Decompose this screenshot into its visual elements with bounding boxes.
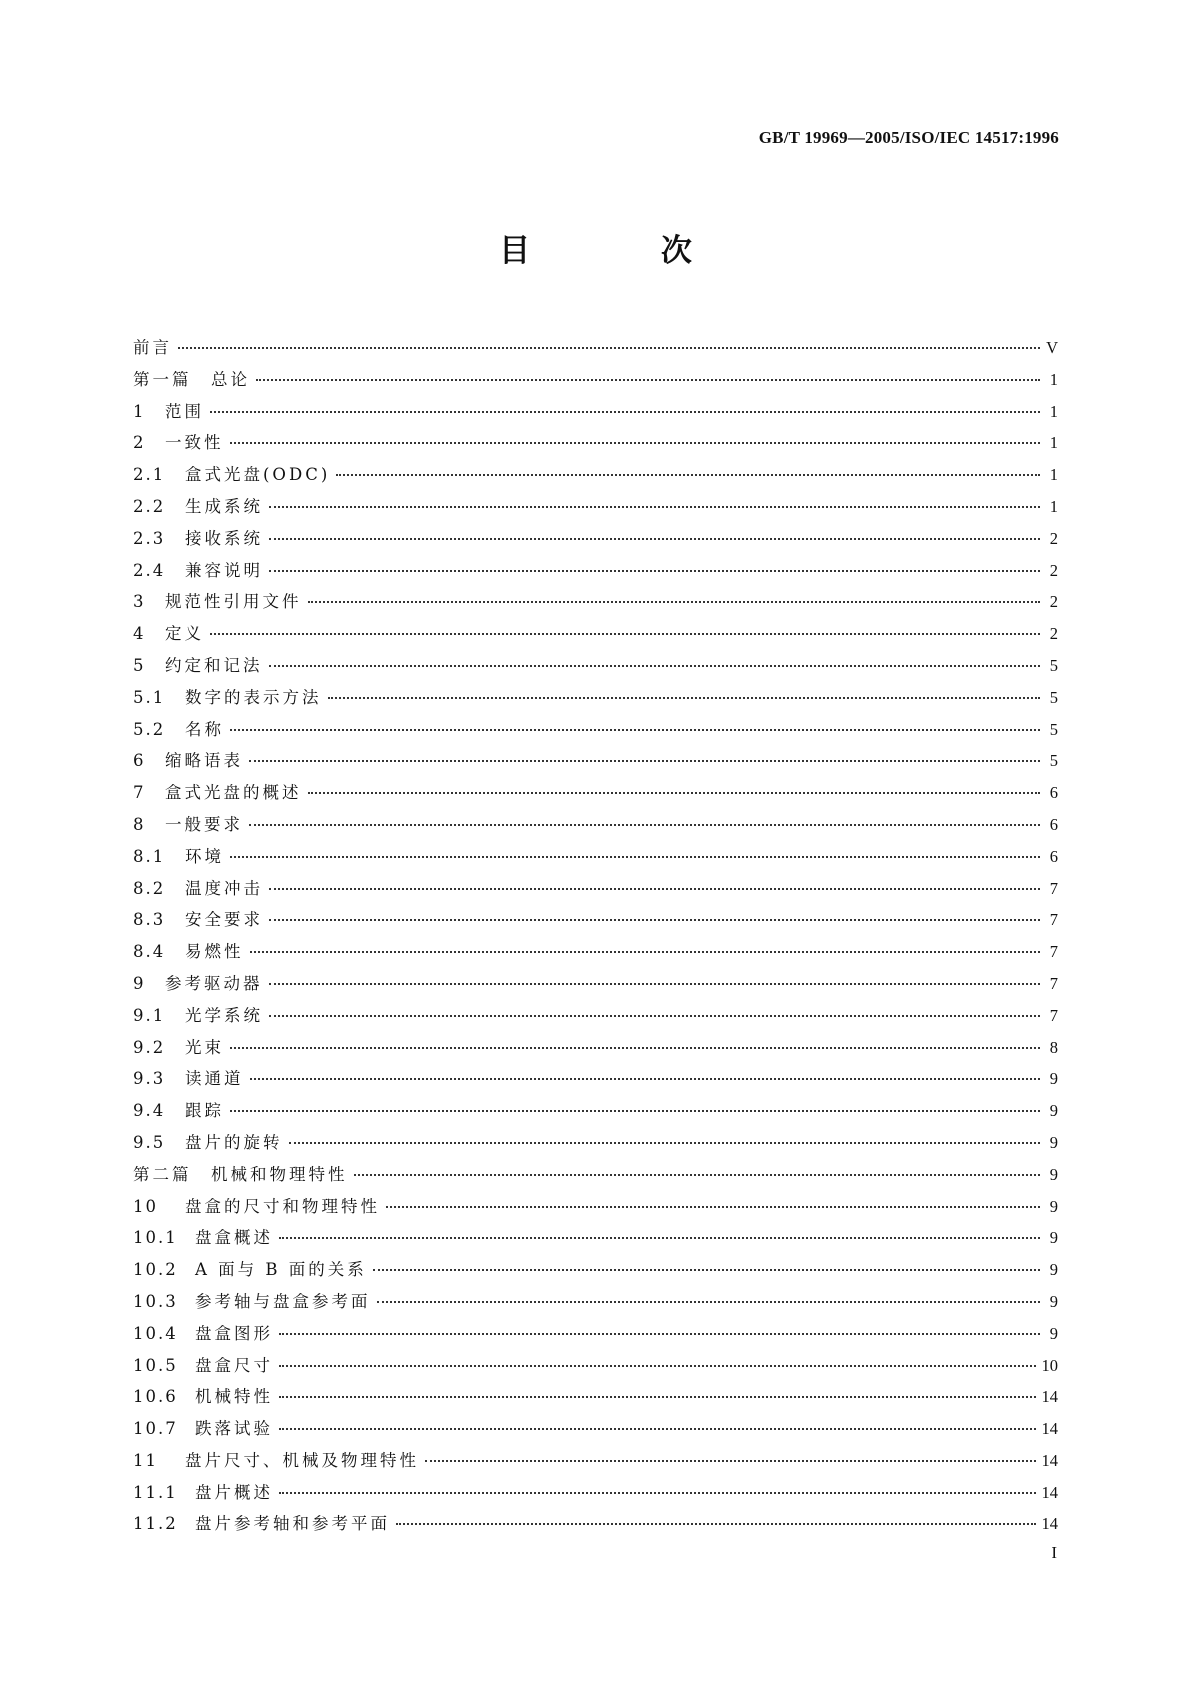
toc-section-number: 9.5 — [133, 1132, 166, 1152]
dot-leader — [425, 1460, 1036, 1462]
toc-section-title: 盒式光盘(ODC) — [185, 465, 331, 485]
dot-leader — [279, 1428, 1036, 1430]
toc-section-title: 参考驱动器 — [165, 973, 263, 993]
toc-entry[interactable] — [133, 1352, 1058, 1384]
toc-entry[interactable] — [133, 1002, 1058, 1034]
dot-leader — [249, 824, 1040, 826]
dot-leader — [230, 856, 1040, 858]
dot-leader — [256, 379, 1040, 381]
dot-leader — [249, 760, 1040, 762]
toc-section-number: 8 — [133, 814, 146, 834]
dot-leader — [279, 1333, 1040, 1335]
dot-leader — [377, 1301, 1041, 1303]
toc-entry[interactable] — [133, 1288, 1058, 1320]
toc-section-title: 光束 — [185, 1037, 224, 1057]
toc-section-number: 11.2 — [133, 1514, 178, 1534]
toc-section-title: 缩略语表 — [165, 751, 243, 771]
toc-page-number: 7 — [1049, 910, 1058, 930]
toc-page-number: 9 — [1049, 1228, 1058, 1248]
toc-entry[interactable] — [133, 557, 1058, 589]
toc-page-number: 1 — [1049, 401, 1058, 421]
toc-page-number: 2 — [1049, 624, 1058, 644]
dot-leader — [336, 474, 1040, 476]
toc-page-number: 7 — [1049, 1005, 1058, 1025]
toc-section-title: 盘片参考轴和参考平面 — [195, 1514, 390, 1534]
toc-entry[interactable] — [133, 1193, 1058, 1225]
dot-leader — [269, 1015, 1040, 1017]
toc-section-number: 5 — [133, 655, 146, 675]
toc-section-title: 盘盒的尺寸和物理特性 — [185, 1196, 380, 1216]
dot-leader — [373, 1269, 1040, 1271]
toc-section-title: A 面与 B 面的关系 — [195, 1260, 367, 1280]
dot-leader — [354, 1174, 1041, 1176]
toc-entry[interactable] — [133, 843, 1058, 875]
toc-entry[interactable] — [133, 684, 1058, 716]
toc-section-number: 8.1 — [133, 846, 166, 866]
toc-section-title: 环境 — [185, 846, 224, 866]
toc-section-number: 2.3 — [133, 528, 166, 548]
toc-section-number: 10.6 — [133, 1387, 178, 1407]
toc-section-number: 8.3 — [133, 910, 166, 930]
toc-section-title: 盘片概述 — [195, 1482, 273, 1502]
dot-leader — [279, 1237, 1040, 1239]
toc-section-number: 10.4 — [133, 1323, 178, 1343]
dot-leader — [178, 347, 1040, 349]
toc-section-number: 6 — [133, 751, 146, 771]
toc-entry[interactable] — [133, 461, 1058, 493]
page-title: 目 次 — [499, 233, 752, 269]
toc-page-number: 1 — [1049, 465, 1058, 485]
toc-entry[interactable] — [133, 938, 1058, 970]
toc-section-number: 10 — [133, 1196, 158, 1216]
toc-section-title: 盘片尺寸、机械及物理特性 — [185, 1450, 419, 1470]
toc-entry[interactable] — [133, 1129, 1058, 1161]
toc-section-title: 兼容说明 — [185, 560, 263, 580]
dot-leader — [269, 888, 1040, 890]
dot-leader — [386, 1206, 1040, 1208]
toc-page-number: 1 — [1049, 433, 1058, 453]
dot-leader — [230, 442, 1041, 444]
dot-leader — [279, 1492, 1036, 1494]
toc-entry[interactable] — [133, 906, 1058, 938]
toc-page-number: 14 — [1041, 1419, 1058, 1439]
toc-entry[interactable] — [133, 716, 1058, 748]
toc-entry[interactable] — [133, 398, 1058, 430]
page-number: I — [1051, 1543, 1057, 1562]
toc-page-number: 9 — [1049, 1101, 1058, 1121]
toc-entry[interactable] — [133, 1256, 1058, 1288]
dot-leader — [269, 506, 1040, 508]
toc-page-number: 2 — [1049, 560, 1058, 580]
toc-entry[interactable] — [133, 970, 1058, 1002]
toc-section-number: 5.2 — [133, 719, 166, 739]
toc-section-number: 2 — [133, 433, 146, 453]
toc-section-number: 1 — [133, 401, 146, 421]
toc-page-number: 9 — [1049, 1069, 1058, 1089]
toc-page-number: 6 — [1049, 783, 1058, 803]
toc-section-title: 盘盒尺寸 — [195, 1355, 273, 1375]
toc-section-number: 10.1 — [133, 1228, 178, 1248]
toc-section-number: 11.1 — [133, 1482, 178, 1502]
toc-section-title: 约定和记法 — [165, 655, 263, 675]
toc-entry[interactable] — [133, 1447, 1058, 1479]
dot-leader — [230, 1047, 1040, 1049]
toc-page-number: 9 — [1049, 1196, 1058, 1216]
toc-section-number: 7 — [133, 783, 146, 803]
toc-section-title: 盒式光盘的概述 — [165, 783, 302, 803]
toc-page-number: 1 — [1049, 496, 1058, 516]
toc-section-title: 温度冲击 — [185, 878, 263, 898]
toc-page-number: 14 — [1041, 1450, 1058, 1470]
dot-leader — [279, 1396, 1036, 1398]
toc-section-number: 9.4 — [133, 1101, 166, 1121]
dot-leader — [269, 919, 1040, 921]
toc-entry[interactable] — [133, 1415, 1058, 1447]
toc-section-number: 11 — [133, 1450, 158, 1470]
toc-section-title: 一致性 — [165, 433, 224, 453]
toc-section-title: 定义 — [165, 624, 204, 644]
dot-leader — [279, 1365, 1036, 1367]
toc-page-number: 6 — [1049, 814, 1058, 834]
toc-page-number: 9 — [1049, 1132, 1058, 1152]
dot-leader — [289, 1142, 1041, 1144]
toc-section-title: 盘片的旋转 — [185, 1132, 283, 1152]
toc-section-number: 10.7 — [133, 1419, 178, 1439]
toc-page-number: 9 — [1049, 1323, 1058, 1343]
toc-section-title: 盘盒图形 — [195, 1323, 273, 1343]
toc-page-number: 9 — [1049, 1260, 1058, 1280]
toc-section-title: 规范性引用文件 — [165, 592, 302, 612]
dot-leader — [250, 951, 1041, 953]
toc-page-number: 7 — [1049, 878, 1058, 898]
toc-section-title: 读通道 — [185, 1069, 244, 1089]
toc-section-title: 范围 — [165, 401, 204, 421]
dot-leader — [396, 1523, 1036, 1525]
toc-section-number: 3 — [133, 592, 146, 612]
toc-section-title: 光学系统 — [185, 1005, 263, 1025]
toc-section-number: 2.4 — [133, 560, 166, 580]
toc-section-title: 第二篇 机械和物理特性 — [133, 1164, 348, 1184]
toc-entry[interactable] — [133, 1097, 1058, 1129]
toc-entry[interactable] — [133, 493, 1058, 525]
toc-page-number: 14 — [1041, 1387, 1058, 1407]
toc-section-number: 2.2 — [133, 496, 166, 516]
toc-section-number: 9.3 — [133, 1069, 166, 1089]
toc-entry[interactable] — [133, 588, 1058, 620]
toc-page-number: 10 — [1041, 1355, 1058, 1375]
toc-entry[interactable] — [133, 811, 1058, 843]
toc-entry[interactable] — [133, 779, 1058, 811]
dot-leader — [269, 983, 1041, 985]
toc-entry[interactable] — [133, 1510, 1058, 1542]
toc-section-number: 8.2 — [133, 878, 166, 898]
toc-page-number: V — [1046, 338, 1058, 357]
toc-section-number: 9 — [133, 973, 146, 993]
toc-section-number: 2.1 — [133, 465, 166, 485]
table-of-contents — [133, 334, 1058, 1542]
toc-section-title: 跟踪 — [185, 1101, 224, 1121]
toc-entry[interactable] — [133, 1224, 1058, 1256]
toc-page-number: 6 — [1049, 846, 1058, 866]
toc-entry[interactable] — [133, 875, 1058, 907]
toc-entry[interactable] — [133, 1383, 1058, 1415]
toc-section-number: 10.3 — [133, 1291, 178, 1311]
toc-page-number: 5 — [1049, 719, 1058, 739]
toc-section-number: 10.2 — [133, 1260, 178, 1280]
dot-leader — [210, 411, 1040, 413]
dot-leader — [210, 633, 1040, 635]
toc-page-number: 2 — [1049, 592, 1058, 612]
dot-leader — [269, 538, 1040, 540]
dot-leader — [328, 697, 1041, 699]
toc-section-number: 9.2 — [133, 1037, 166, 1057]
toc-section-number: 5.1 — [133, 687, 166, 707]
toc-entry[interactable] — [133, 1479, 1058, 1511]
dot-leader — [308, 601, 1041, 603]
dot-leader — [269, 665, 1041, 667]
toc-section-title: 机械特性 — [195, 1387, 273, 1407]
toc-entry[interactable] — [133, 747, 1058, 779]
standard-code: GB/T 19969—2005/ISO/IEC 14517:1996 — [758, 128, 1059, 147]
toc-page-number: 14 — [1041, 1514, 1058, 1534]
toc-page-number: 5 — [1049, 687, 1058, 707]
dot-leader — [269, 570, 1040, 572]
toc-entry[interactable] — [133, 334, 1058, 366]
dot-leader — [250, 1078, 1041, 1080]
dot-leader — [230, 729, 1040, 731]
toc-section-number: 9.1 — [133, 1005, 166, 1025]
toc-page-number: 7 — [1049, 973, 1058, 993]
toc-page-number: 9 — [1049, 1291, 1058, 1311]
toc-entry[interactable] — [133, 429, 1058, 461]
toc-entry[interactable] — [133, 620, 1058, 652]
toc-entry[interactable] — [133, 1034, 1058, 1066]
toc-page-number: 14 — [1041, 1482, 1058, 1502]
toc-section-title: 跌落试验 — [195, 1419, 273, 1439]
toc-page-number: 7 — [1049, 942, 1058, 962]
toc-page-number: 1 — [1049, 369, 1058, 389]
toc-section-number: 10.5 — [133, 1355, 178, 1375]
toc-page-number: 5 — [1049, 655, 1058, 675]
dot-leader — [230, 1110, 1040, 1112]
toc-section-number: 8.4 — [133, 942, 166, 962]
toc-entry[interactable] — [133, 366, 1058, 398]
toc-entry[interactable] — [133, 1161, 1058, 1193]
toc-section-title: 接收系统 — [185, 528, 263, 548]
toc-page-number: 9 — [1049, 1164, 1058, 1184]
toc-section-title: 前言 — [133, 338, 172, 357]
toc-section-title: 参考轴与盘盒参考面 — [195, 1291, 371, 1311]
toc-section-title: 生成系统 — [185, 496, 263, 516]
toc-page-number: 8 — [1049, 1037, 1058, 1057]
toc-entry[interactable] — [133, 1065, 1058, 1097]
toc-entry[interactable] — [133, 652, 1058, 684]
toc-section-title: 盘盒概述 — [195, 1228, 273, 1248]
toc-section-title: 易燃性 — [185, 942, 244, 962]
toc-page-number: 5 — [1049, 751, 1058, 771]
toc-section-title: 安全要求 — [185, 910, 263, 930]
dot-leader — [308, 792, 1041, 794]
toc-section-title: 数字的表示方法 — [185, 687, 322, 707]
toc-section-number: 4 — [133, 624, 146, 644]
toc-entry[interactable] — [133, 525, 1058, 557]
toc-section-title: 一般要求 — [165, 814, 243, 834]
toc-section-title: 名称 — [185, 719, 224, 739]
toc-entry[interactable] — [133, 1320, 1058, 1352]
toc-section-title: 第一篇 总论 — [133, 369, 250, 389]
toc-page-number: 2 — [1049, 528, 1058, 548]
